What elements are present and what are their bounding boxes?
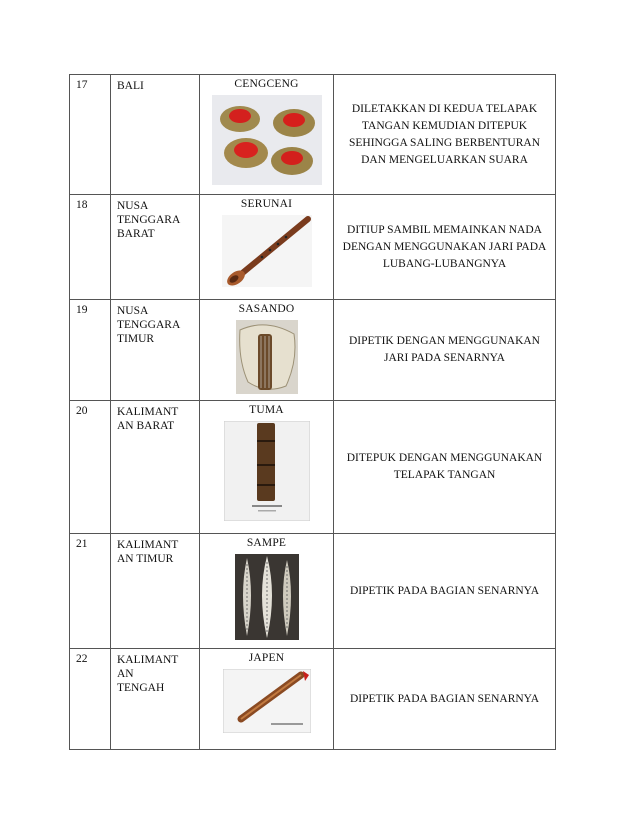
province-line: AN TIMUR [117,553,174,565]
instrument-cell [200,300,334,401]
province-line: KALIMANT [117,654,179,666]
instrument-cell [200,195,334,300]
table-row [70,401,556,534]
row-number: 20 [70,401,111,534]
instrument-cell [200,534,334,649]
province-cell [111,300,200,401]
province-cell [111,75,200,195]
table-row [70,300,556,401]
province-line: BARAT [117,228,155,240]
province-line: KALIMANT [117,406,179,418]
instrument-cell [200,649,334,750]
cymbals-image [212,95,322,185]
instrument-description: DIPETIK PADA BAGIAN SENARNYA [349,692,540,705]
province-line: TENGGARA [117,214,181,226]
instrument-description: DITEPUK DENGAN MENGGUNAKAN TELAPAK TANGAN [346,452,543,481]
table-row [70,75,556,195]
instrument-name: CENGCENG [234,78,299,90]
description-cell [334,195,556,300]
description-cell [334,401,556,534]
instrument-description: DIPETIK PADA BAGIAN SENARNYA [349,584,540,597]
province-line: NUSA [117,305,149,317]
province-cell [111,649,200,750]
wind-instrument-image [222,215,312,287]
instrument-table [69,74,556,750]
province-line: AN BARAT [117,420,175,432]
row-number: 21 [70,534,111,649]
instrument-name: JAPEN [248,652,285,664]
description-cell [334,300,556,401]
description-cell [334,75,556,195]
instrument-name: SASANDO [238,303,295,315]
province-cell [111,195,200,300]
province-line: NUSA [117,200,149,212]
instrument-cell [200,75,334,195]
table-row [70,195,556,300]
instrument-name: SAMPE [246,537,287,549]
row-number: 18 [70,195,111,300]
instrument-description: DITIUP SAMBIL MEMAINKAN NADA DENGAN MENGGUNAKAN JARI PADA LUBANG-LUBANGNYA [342,223,547,270]
instrument-cell [200,401,334,534]
province-line: TENGGARA [117,319,181,331]
lute-image [223,669,311,733]
instrument-description: DILETAKKAN DI KEDUA TELAPAK TANGAN KEMUDIAN DITEPUK SEHINGGA SALING BERBENTURAN DAN MENGELUARKAN SUARA [348,102,541,166]
harp-image [236,320,298,394]
province-line: TENGAH [117,682,165,694]
table-row [70,649,556,750]
instrument-name: SERUNAI [240,198,293,210]
description-cell [334,649,556,750]
province-line: TIMUR [117,333,155,345]
description-cell [334,534,556,649]
instrument-name: TUMA [249,404,284,416]
province-line: AN [117,668,134,680]
province-line: BALI [117,80,144,92]
table-row [70,534,556,649]
drum-image [224,421,310,521]
row-number: 19 [70,300,111,401]
row-number: 17 [70,75,111,195]
row-number: 22 [70,649,111,750]
instrument-description: DIPETIK DENGAN MENGGUNAKAN JARI PADA SENARNYA [348,335,540,364]
province-line: KALIMANT [117,539,179,551]
lute-image [235,554,299,640]
province-cell [111,534,200,649]
province-cell [111,401,200,534]
